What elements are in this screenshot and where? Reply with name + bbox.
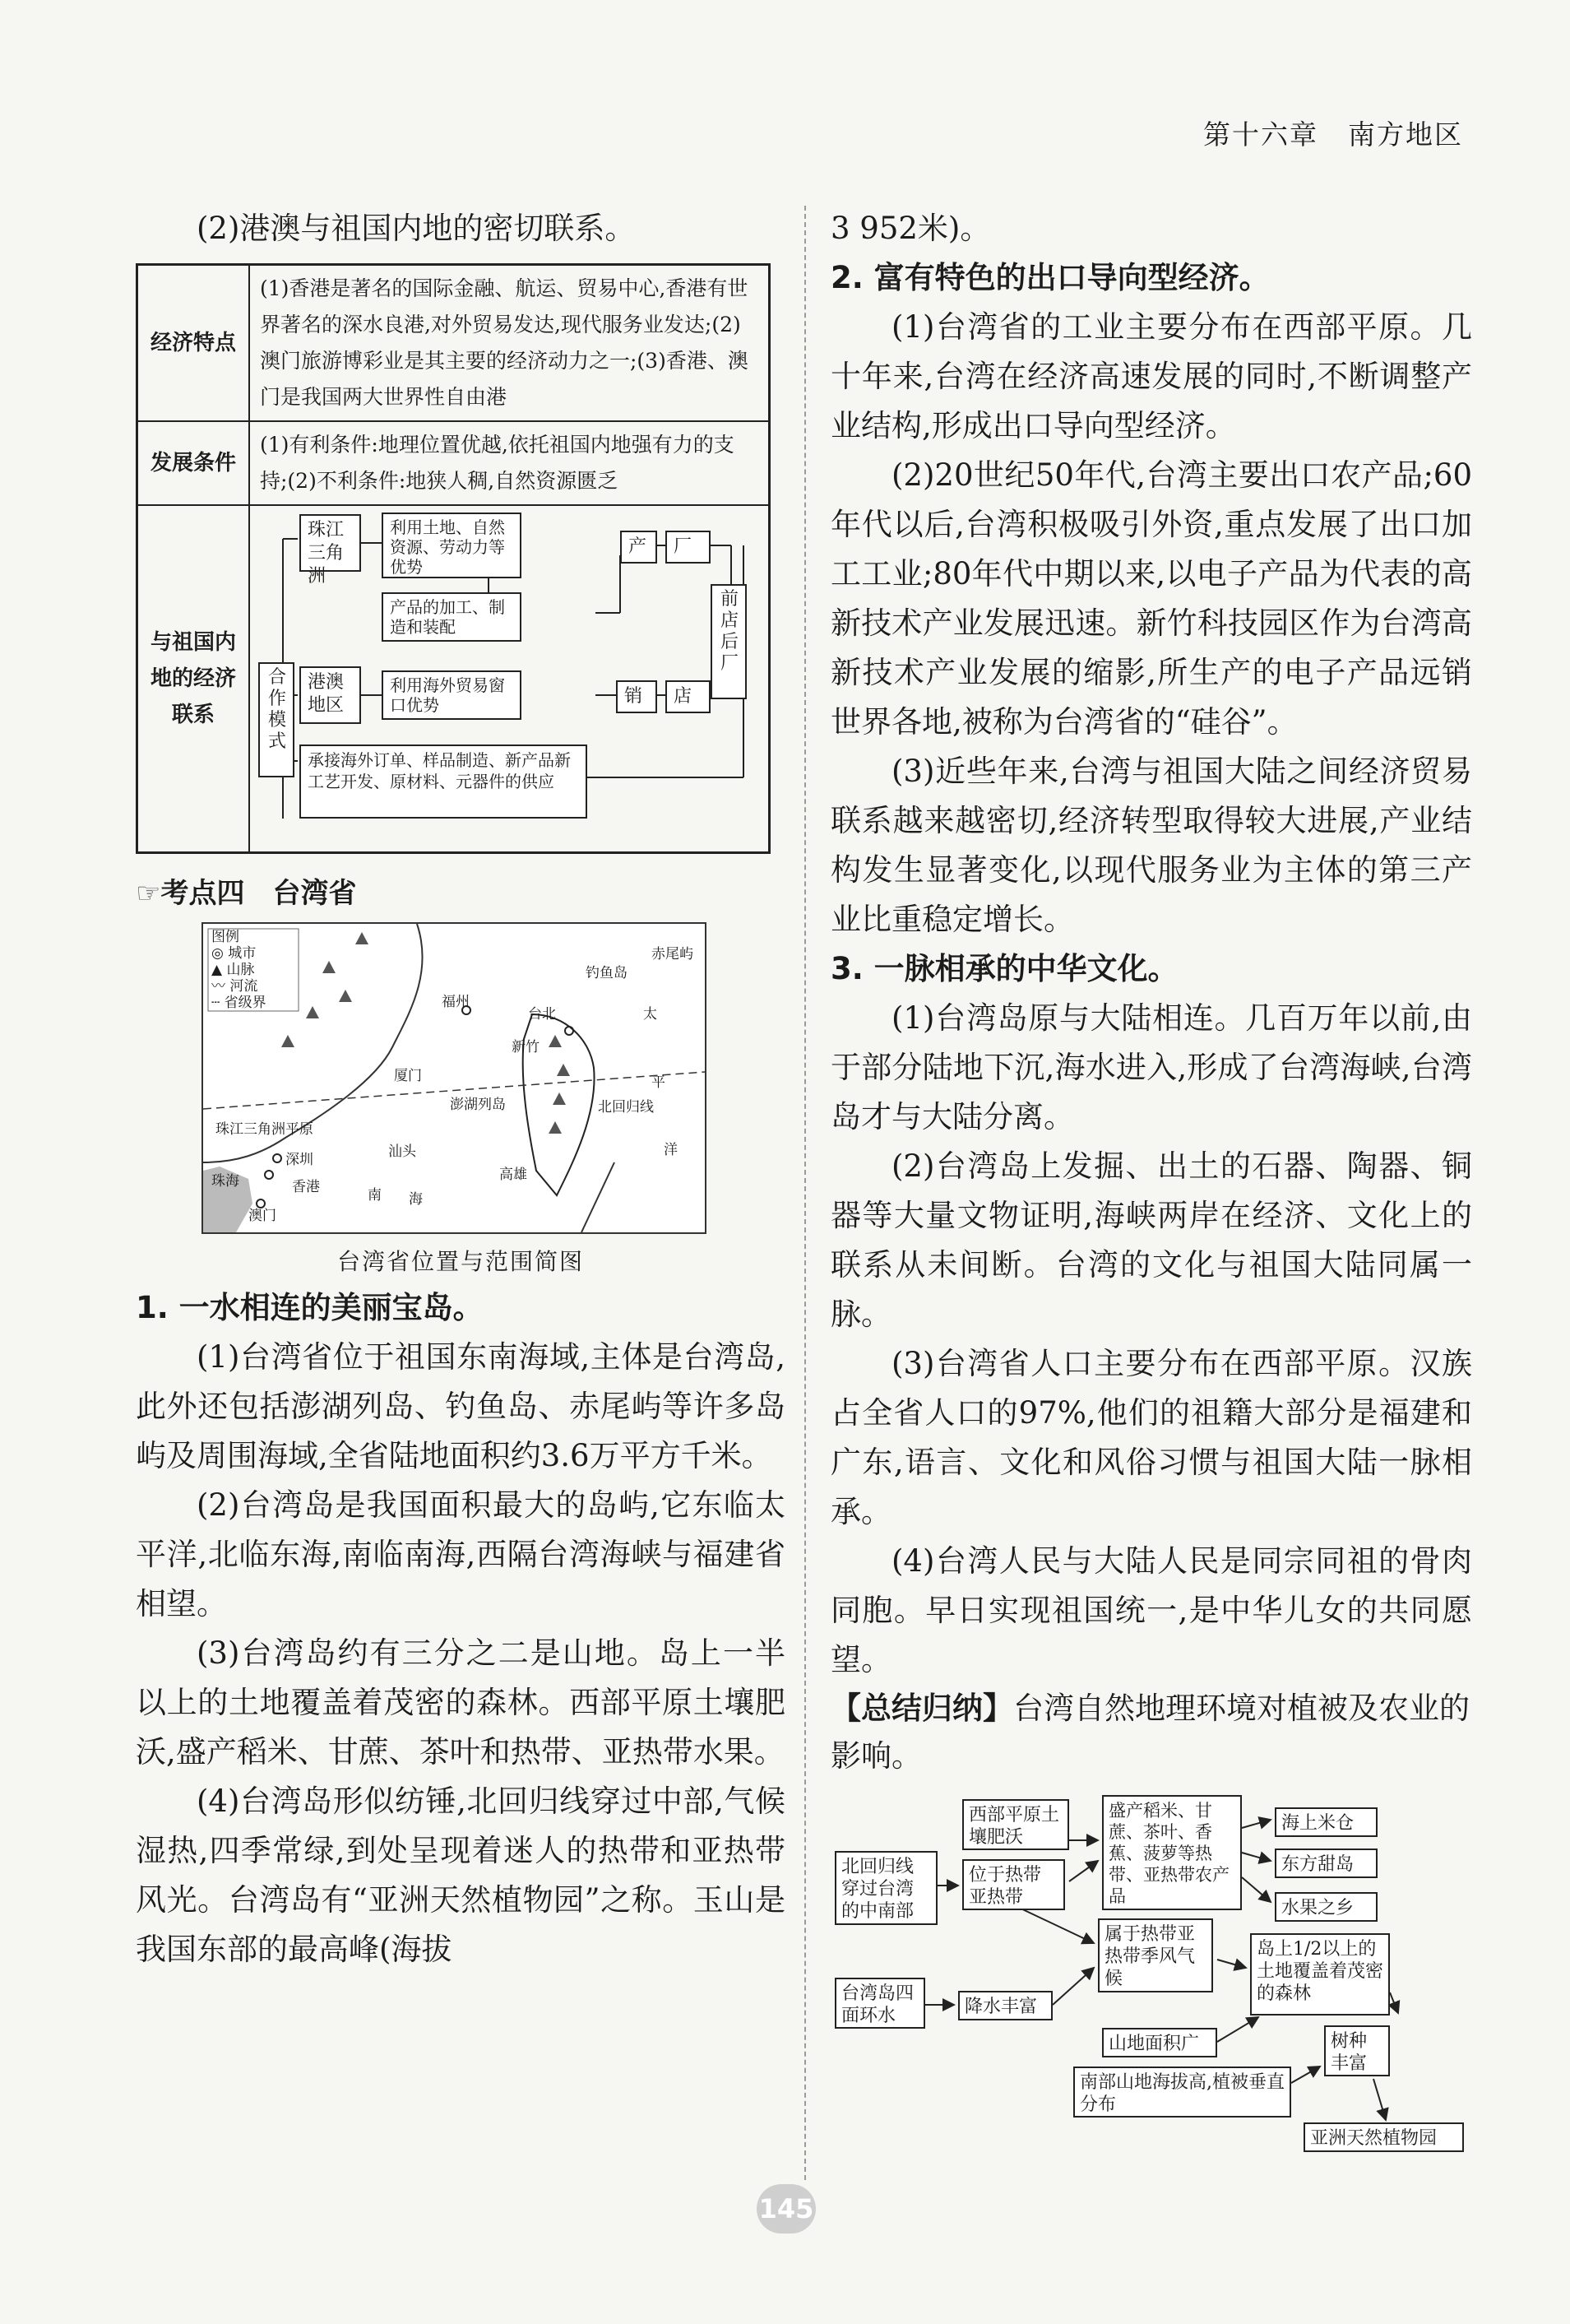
- box-redai: 位于热带亚热带: [962, 1859, 1065, 1910]
- box-orders: 承接海外订单、样品制造、新产品新工艺开发、原材料、元器件的供应: [299, 745, 587, 819]
- map-label: 洋: [664, 1142, 678, 1158]
- map-caption: 台湾省位置与范围简图: [336, 1248, 584, 1275]
- section-1-title: 1. 一水相连的美丽宝岛。: [136, 1290, 484, 1325]
- row-text-conditions: (1)有利条件:地理位置优越,依托祖国内地强有力的支持;(2)不利条件:地狭人稠,自然资源匮乏: [249, 421, 770, 505]
- box-processing: 产品的加工、制造和装配: [382, 592, 521, 642]
- paragraph: (2)台湾岛上发掘、出土的石器、陶器、铜器等大量文物证明,海峡两岸在经济、文化上的联系从未间断。台湾的文化与祖国大陆同属一脉。: [831, 1148, 1472, 1332]
- pointing-hand-icon: ☞: [136, 877, 161, 910]
- intro-line: (2)港澳与祖国内地的密切联系。: [197, 211, 636, 246]
- kaodian-title: ☞考点四 台湾省: [136, 877, 357, 910]
- paragraph: (4)台湾人民与大陆人民是同宗同祖的骨肉同胞。早日实现祖国统一,是中华儿女的共同愿望。: [831, 1543, 1472, 1677]
- map-label: 平: [651, 1074, 665, 1091]
- map-label: 珠海: [211, 1173, 239, 1190]
- box-chang: 厂: [665, 531, 711, 564]
- box-chan: 产: [620, 531, 657, 564]
- paragraph: (1)台湾岛原与大陆相连。几百万年以前,由于部分陆地下沉,海水进入,形成了台湾海峡,台湾岛才与大陆分离。: [831, 1000, 1472, 1134]
- box-tian: 东方甜岛: [1275, 1849, 1378, 1878]
- box-jiangshui: 降水丰富: [958, 1991, 1053, 2020]
- map-label: 福州: [442, 994, 470, 1010]
- map-label: 台北: [528, 1006, 556, 1023]
- summary-text: 台湾自然地理环境对植被及农业的影响。: [831, 1691, 1470, 1774]
- paragraph: (4)台湾岛形似纺锤,北回归线穿过中部,气候湿热,四季常绿,到处呈现着迷人的热带和亚热带风光。台湾岛有“亚洲天然植物园”之称。玉山是我国东部的最高峰(海拔: [136, 1784, 785, 1967]
- box-gangao: 港澳地区: [299, 666, 361, 724]
- box-yazhou: 亚洲天然植物园: [1304, 2122, 1464, 2152]
- paragraph: (2)20世纪50年代,台湾主要出口农产品;60年代以后,台湾积极吸引外资,重点发展了出口加工工业;80年代中期以来,以电子产品为代表的高新技术产业发展迅速。新竹科技园区作为台湾高新技术产业发展的缩影,所生产的电子产品远销世界各地,被称为台湾省的“硅谷”。: [831, 457, 1472, 740]
- box-shengchan: 盛产稻米、甘蔗、茶叶、香蕉、菠萝等热带、亚热带农产品: [1102, 1795, 1242, 1910]
- links-diagram: [250, 506, 768, 851]
- map-label: 南: [368, 1187, 382, 1204]
- box-zhujiang: 珠江三角洲: [299, 514, 361, 572]
- map-label: 赤尾屿: [651, 946, 693, 963]
- taiwan-map: [201, 922, 706, 1234]
- section-3-title: 3. 一脉相承的中华文化。: [831, 951, 1179, 986]
- section-label: 南方地区: [1348, 118, 1463, 151]
- map-label: 汕头: [388, 1143, 416, 1160]
- box-beihui: 北回归线穿过台湾的中南部: [835, 1851, 938, 1925]
- map-label: 海: [409, 1191, 423, 1208]
- paragraph: (3)台湾省人口主要分布在西部平原。汉族占全省人口的97%,他们的祖籍大部分是福建和广东,语言、文化和风俗习惯与祖国大陆一脉相承。: [831, 1346, 1472, 1529]
- map-label: 北回归线: [598, 1099, 654, 1116]
- summary-tag: 【总结归纳】: [831, 1691, 1013, 1726]
- box-use-trade: 利用海外贸易窗口优势: [382, 670, 521, 720]
- box-senlin: 岛上1/2以上的土地覆盖着茂密的森林: [1250, 1933, 1390, 2016]
- row-text-economy: (1)香港是著名的国际金融、航运、贸易中心,香港有世界著名的深水良港,对外贸易发达,现代服务业发达;(2)澳门旅游博彩业是其主要的经济动力之一;(3)香港、澳门是我国两大世界性自由港: [249, 265, 770, 422]
- legend-mountain: ▲ 山脉: [211, 962, 255, 978]
- box-xiao: 销: [616, 680, 657, 713]
- box-shandi: 山地面积广: [1102, 2028, 1217, 2057]
- map-labels: [203, 924, 705, 1232]
- legend-city: ◎ 城市: [211, 945, 257, 962]
- map-label: 澎湖列岛: [450, 1097, 506, 1113]
- legend-river: 〰 河流: [211, 978, 258, 995]
- map-label: 深圳: [285, 1152, 313, 1168]
- box-guo: 水果之乡: [1275, 1892, 1378, 1922]
- page-number: 145: [757, 2184, 816, 2234]
- continuation-line: 3 952米)。: [831, 211, 991, 246]
- box-mi: 海上米仓: [1275, 1807, 1378, 1837]
- box-jifeng: 属于热带亚热带季风气候: [1098, 1918, 1213, 1992]
- paragraph: (1)台湾省位于祖国东南海域,主体是台湾岛,此外还包括澎湖列岛、钓鱼岛、赤尾屿等许多岛屿及周围海域,全省陆地面积约3.6万平方千米。: [136, 1339, 785, 1473]
- section-2-title: 2. 富有特色的出口导向型经济。: [831, 260, 1270, 295]
- row-label-conditions: 发展条件: [137, 421, 250, 505]
- box-hezuo: 合作模式: [258, 662, 294, 777]
- box-shuzhong: 树种丰富: [1324, 2025, 1390, 2076]
- paragraph: (1)台湾省的工业主要分布在西部平原。几十年来,台湾在经济高速发展的同时,不断调整产业结构,形成出口导向型经济。: [831, 309, 1472, 443]
- box-dian: 店: [665, 680, 711, 713]
- map-label: 厦门: [394, 1068, 422, 1084]
- paragraph: (3)台湾岛约有三分之二是山地。岛上一半以上的土地覆盖着茂密的森林。西部平原土壤肥沃,盛产稻米、甘蔗、茶叶和热带、亚热带水果。: [136, 1635, 785, 1770]
- paragraph: (3)近些年来,台湾与祖国大陆之间经济贸易联系越来越密切,经济转型取得较大进展,产业结构发生显著变化,以现代服务业为主体的第三产业比重稳定增长。: [831, 754, 1472, 937]
- chapter-label: 第十六章: [1203, 118, 1318, 151]
- box-nanbu: 南部山地海拔高,植被垂直分布: [1073, 2067, 1291, 2118]
- paragraph: (2)台湾岛是我国面积最大的岛屿,它东临太平洋,北临东海,南临南海,西隔台湾海峡与福建省相望。: [136, 1487, 785, 1621]
- legend-border: ┄ 省级界: [211, 995, 266, 1011]
- map-label: 太: [643, 1006, 657, 1023]
- legend-title: 图例: [211, 929, 239, 945]
- row-label-links: 与祖国内地的经济联系: [137, 505, 250, 853]
- box-qiandian: 前店后厂: [711, 584, 747, 699]
- map-label: 香港: [292, 1179, 320, 1195]
- column-divider: [804, 206, 806, 2180]
- right-column: [831, 204, 1472, 2157]
- row-label-economy: 经济特点: [137, 265, 250, 422]
- left-column: [136, 204, 785, 1974]
- links-diagram-cell: [249, 505, 770, 853]
- map-label: 新竹: [512, 1039, 540, 1055]
- map-label: 钓鱼岛: [586, 965, 628, 981]
- map-label: 澳门: [248, 1208, 276, 1224]
- map-label: 高雄: [499, 1167, 527, 1183]
- hk-macau-table: [136, 263, 771, 854]
- taiwan-flowchart: [831, 1795, 1472, 2157]
- summary: [831, 1685, 1472, 1780]
- box-taiwan: 台湾岛四面环水: [835, 1978, 925, 2029]
- running-header: [1174, 114, 1463, 152]
- box-xibu: 西部平原土壤肥沃: [962, 1799, 1069, 1850]
- map-label: 珠江三角洲平原: [215, 1121, 313, 1138]
- box-use-land: 利用土地、自然资源、劳动力等优势: [382, 513, 521, 578]
